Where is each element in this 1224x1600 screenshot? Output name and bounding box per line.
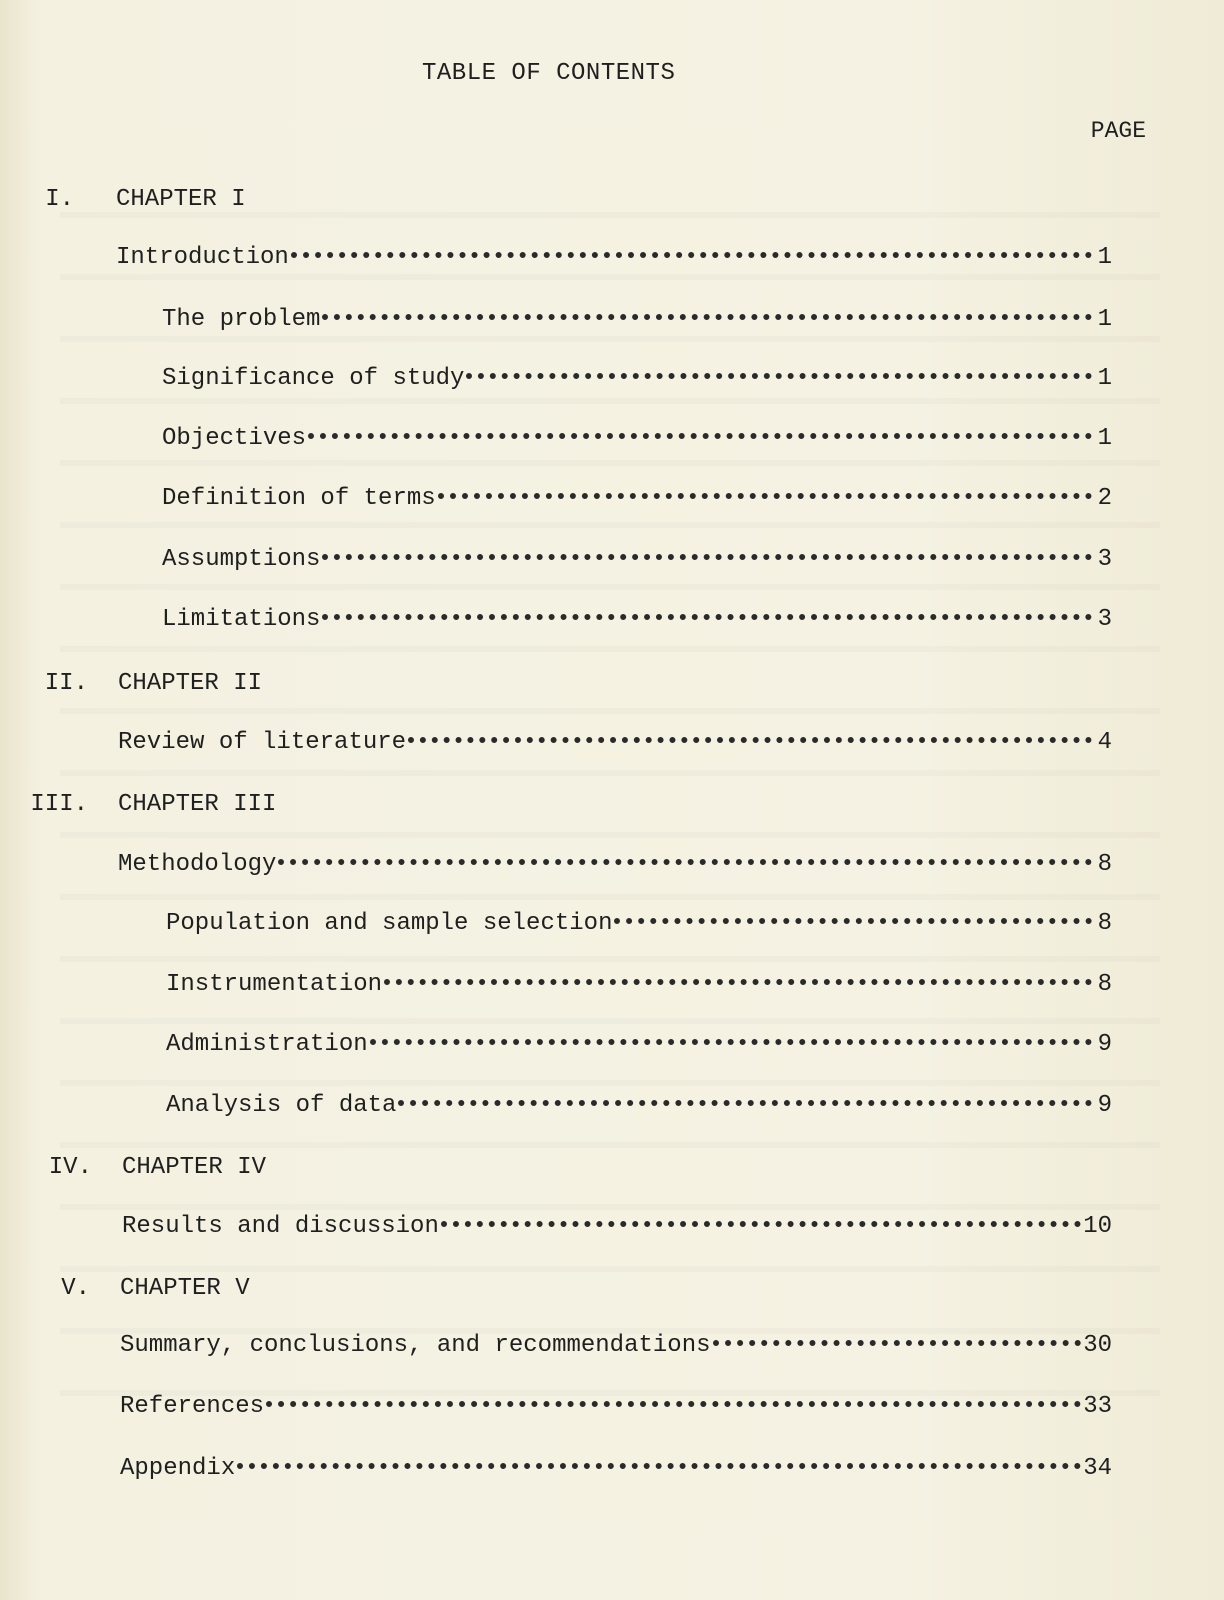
dot-leader — [398, 1100, 1092, 1106]
entry-label: Objectives — [162, 425, 307, 452]
chapter-title: CHAPTER IV — [122, 1154, 267, 1181]
entry-label: Definition of terms — [162, 485, 436, 512]
entry-label: References — [120, 1393, 265, 1420]
entry-page-number: 9 — [1097, 1092, 1112, 1119]
entry-label: Significance of study — [162, 365, 465, 392]
page-column-label: PAGE — [1090, 118, 1146, 144]
toc-entry[interactable] — [166, 971, 1112, 998]
toc-entry[interactable] — [120, 1332, 1112, 1359]
entry-label: Summary, conclusions, and recommendations — [120, 1332, 711, 1359]
entry-label: Assumptions — [162, 546, 321, 573]
entry-page-number: 2 — [1097, 485, 1112, 512]
toc-entry[interactable] — [162, 306, 1112, 333]
entry-page-number: 9 — [1097, 1031, 1112, 1058]
toc-entry[interactable] — [162, 606, 1112, 633]
entry-label: Appendix — [120, 1455, 236, 1482]
entry-label: Instrumentation — [166, 971, 383, 998]
dot-leader — [291, 252, 1092, 258]
toc-entry[interactable] — [118, 851, 1112, 878]
entry-page-number: 4 — [1097, 729, 1112, 756]
entry-page-number: 1 — [1097, 244, 1112, 271]
dot-leader — [237, 1463, 1081, 1469]
chapter-title: CHAPTER V — [120, 1275, 250, 1302]
toc-entry[interactable] — [122, 1213, 1112, 1240]
entry-page-number: 33 — [1083, 1393, 1112, 1420]
entry-page-number: 34 — [1083, 1455, 1112, 1482]
entry-page-number: 3 — [1097, 546, 1112, 573]
toc-entry[interactable] — [162, 425, 1112, 452]
entry-page-number: 3 — [1097, 606, 1112, 633]
entry-label: Review of literature — [118, 729, 407, 756]
entry-page-number: 8 — [1097, 851, 1112, 878]
toc-entry[interactable] — [120, 1393, 1112, 1420]
dot-leader — [278, 859, 1092, 865]
dot-leader — [384, 979, 1092, 985]
chapter-numeral: III. — [30, 791, 88, 818]
chapter-title: CHAPTER I — [116, 186, 246, 213]
entry-page-number: 8 — [1097, 971, 1112, 998]
chapter-numeral: IV. — [48, 1154, 92, 1181]
entry-label: Results and discussion — [122, 1213, 439, 1240]
toc-entry[interactable] — [162, 485, 1112, 512]
toc-entry[interactable] — [120, 1455, 1112, 1482]
toc-entry[interactable] — [166, 1031, 1112, 1058]
chapter-numeral: I. — [45, 186, 74, 213]
dot-leader — [441, 1221, 1081, 1227]
entry-label: Administration — [166, 1031, 368, 1058]
entry-label: The problem — [162, 306, 321, 333]
toc-entry[interactable] — [162, 546, 1112, 573]
entry-label: Analysis of data — [166, 1092, 397, 1119]
dot-leader — [713, 1340, 1082, 1346]
dot-leader — [370, 1039, 1092, 1045]
chapter-title: CHAPTER III — [118, 791, 277, 818]
entry-page-number: 1 — [1097, 425, 1112, 452]
dot-leader — [438, 493, 1092, 499]
document-title: TABLE OF CONTENTS — [422, 60, 676, 87]
dot-leader — [322, 554, 1092, 560]
chapter-numeral: II. — [44, 670, 88, 697]
entry-page-number: 30 — [1083, 1332, 1112, 1359]
dot-leader — [408, 737, 1092, 743]
dot-leader — [466, 373, 1092, 379]
toc-entry[interactable] — [118, 729, 1112, 756]
entry-page-number: 1 — [1097, 365, 1112, 392]
chapter-numeral: V. — [61, 1275, 90, 1302]
dot-leader — [322, 614, 1092, 620]
dot-leader — [266, 1401, 1081, 1407]
entry-label: Methodology — [118, 851, 277, 878]
entry-label: Limitations — [162, 606, 321, 633]
entry-page-number: 1 — [1097, 306, 1112, 333]
entry-page-number: 10 — [1083, 1213, 1112, 1240]
dot-leader — [614, 918, 1092, 924]
entry-label: Population and sample selection — [166, 910, 613, 937]
toc-entry[interactable] — [166, 910, 1112, 937]
toc-entry[interactable] — [166, 1092, 1112, 1119]
dot-leader — [322, 314, 1092, 320]
toc-entry[interactable] — [116, 244, 1112, 271]
entry-page-number: 8 — [1097, 910, 1112, 937]
entry-label: Introduction — [116, 244, 289, 271]
dot-leader — [308, 433, 1092, 439]
chapter-title: CHAPTER II — [118, 670, 263, 697]
toc-entry[interactable] — [162, 365, 1112, 392]
